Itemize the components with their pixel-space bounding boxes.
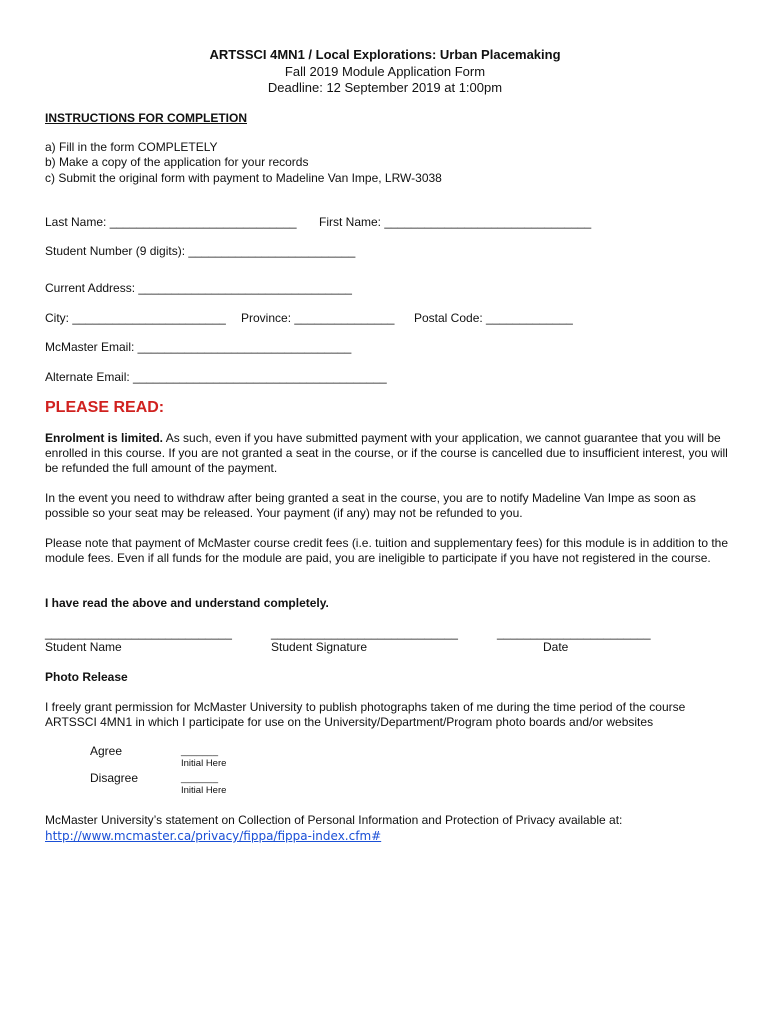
date-label: Date xyxy=(543,640,569,654)
student-name-line[interactable]: ____________________________ xyxy=(45,626,232,640)
agree-label: Agree xyxy=(90,744,123,758)
instructions-heading: INSTRUCTIONS FOR COMPLETION xyxy=(45,111,247,125)
student-signature-line[interactable]: ____________________________ xyxy=(271,626,458,640)
mcmaster-email-field[interactable]: McMaster Email: ________________________________ xyxy=(45,340,352,354)
first-name-field[interactable]: First Name: _______________________________ xyxy=(319,215,592,229)
instruction-item: b) Make a copy of the application for your records xyxy=(45,155,309,169)
city-field[interactable]: City: _______________________ xyxy=(45,311,226,325)
date-line[interactable]: _______________________ xyxy=(497,626,651,640)
privacy-link[interactable]: http://www.mcmaster.ca/privacy/fippa/fippa-index.cfm# xyxy=(45,829,382,843)
instruction-item: a) Fill in the form COMPLETELY xyxy=(45,140,218,154)
agree-initial-caption: Initial Here xyxy=(181,758,227,769)
disagree-label: Disagree xyxy=(90,771,139,785)
acknowledge-statement: I have read the above and understand completely. xyxy=(45,596,329,610)
disagree-initial-caption: Initial Here xyxy=(181,785,227,796)
fees-paragraph: Please note that payment of McMaster course credit fees (i.e. tuition and supplementary fees) for this module is in addition to the module fees. Even if all funds for the module are paid, you are ineligible to participate if you have not registered in the course. xyxy=(45,536,729,565)
alternate-email-field[interactable]: Alternate Email: ______________________________________ xyxy=(45,370,387,384)
privacy-statement: McMaster University’s statement on Collection of Personal Information and Protection of Privacy available at: xyxy=(45,813,623,827)
enrolment-bold: Enrolment is limited. xyxy=(45,431,164,445)
enrolment-text: As such, even if you have submitted payment with your application, we cannot guarantee that you will be enrolled in this course. If you are not granted a seat in the course, or if the course is cancelled due to insufficient interest, you will be refunded the full amount of the payment. xyxy=(45,431,728,475)
form-title: ARTSSCI 4MN1 / Local Explorations: Urban Placemaking xyxy=(209,47,561,62)
postal-code-field[interactable]: Postal Code: _____________ xyxy=(414,311,573,325)
province-field[interactable]: Province: _______________ xyxy=(241,311,395,325)
student-signature-label: Student Signature xyxy=(271,640,368,654)
please-read-heading: PLEASE READ: xyxy=(45,399,165,416)
withdraw-paragraph: In the event you need to withdraw after being granted a seat in the course, you are to notify Madeline Van Impe as soon as possible so your seat may be released. Your payment (if any) may not be refunded to you. xyxy=(45,491,696,520)
disagree-initial-line[interactable]: _______ xyxy=(181,773,218,784)
form-deadline: Deadline: 12 September 2019 at 1:00pm xyxy=(267,80,503,95)
student-number-field[interactable]: Student Number (9 digits): _________________________ xyxy=(45,244,356,258)
instruction-item: c) Submit the original form with payment to Madeline Van Impe, LRW-3038 xyxy=(45,171,442,185)
enrolment-paragraph xyxy=(45,431,735,476)
photo-release-text: I freely grant permission for McMaster University to publish photographs taken of me during the time period of the course ARTSSCI 4MN1 in which I participate for use on the University/Department/Program photo boards and/or websites xyxy=(45,700,686,729)
last-name-field[interactable]: Last Name: ____________________________ xyxy=(45,215,297,229)
photo-release-heading: Photo Release xyxy=(45,670,128,684)
agree-initial-line[interactable]: _______ xyxy=(181,746,218,757)
form-subtitle: Fall 2019 Module Application Form xyxy=(284,64,486,79)
student-name-label: Student Name xyxy=(45,640,122,654)
current-address-field[interactable]: Current Address: ________________________________ xyxy=(45,281,352,295)
